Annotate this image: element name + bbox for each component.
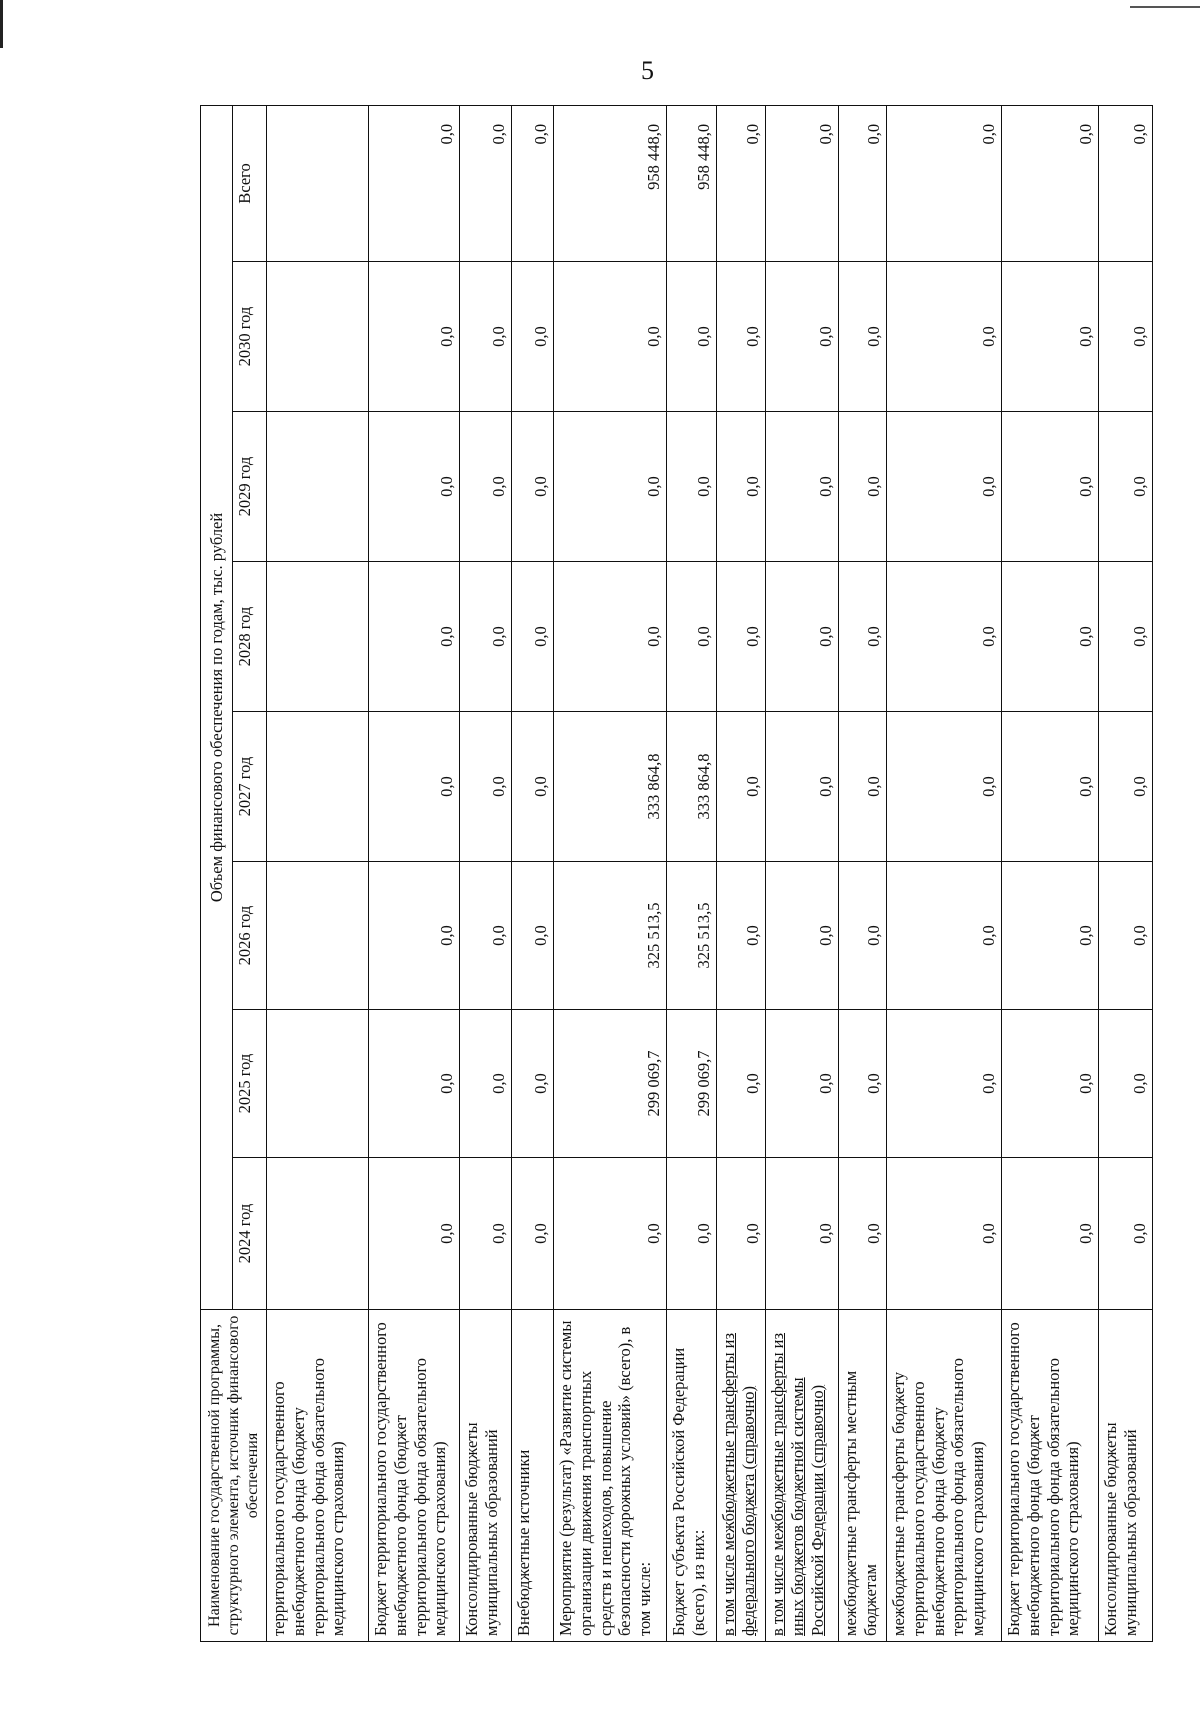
cell-2029: 0,0 xyxy=(839,412,887,562)
cell-2028: 0,0 xyxy=(717,562,766,712)
cell-2025: 0,0 xyxy=(1099,1010,1153,1158)
cell-2027: 0,0 xyxy=(512,712,554,862)
cell-2025: 0,0 xyxy=(1002,1010,1099,1158)
header-year-2030: 2030 год xyxy=(233,262,267,412)
cell-2025: 299 069,7 xyxy=(554,1010,667,1158)
cell-2029 xyxy=(267,412,369,562)
cell-2030: 0,0 xyxy=(717,262,766,412)
header-year-2027: 2027 год xyxy=(233,712,267,862)
row-name: межбюджетные трансферты местным бюджетам xyxy=(839,1310,887,1642)
cell-2025: 0,0 xyxy=(512,1010,554,1158)
cell-2030: 0,0 xyxy=(766,262,839,412)
cell-2027: 0,0 xyxy=(1099,712,1153,862)
table-row xyxy=(717,105,766,1641)
cell-2026: 0,0 xyxy=(839,862,887,1010)
cell-total: 0,0 xyxy=(1002,105,1099,261)
cell-2026: 0,0 xyxy=(1002,862,1099,1010)
cell-2027: 0,0 xyxy=(369,712,460,862)
cell-2029: 0,0 xyxy=(667,412,717,562)
cell-2026 xyxy=(267,862,369,1010)
cell-2025: 0,0 xyxy=(460,1010,512,1158)
cell-2026: 0,0 xyxy=(512,862,554,1010)
cell-2029: 0,0 xyxy=(460,412,512,562)
cell-2028: 0,0 xyxy=(1099,562,1153,712)
row-name: Внебюджетные источники xyxy=(512,1310,554,1642)
table-row xyxy=(554,105,667,1641)
cell-2024: 0,0 xyxy=(554,1158,667,1310)
scan-edge-mark xyxy=(0,0,3,48)
rotated-table-wrapper xyxy=(200,106,1150,1642)
cell-total: 0,0 xyxy=(1099,105,1153,261)
row-name: межбюджетные трансферты бюджету территориального государственного внебюджетного фонда (бюджету территориального фонда обязательного медицинского страхования) xyxy=(887,1310,1002,1642)
cell-2029: 0,0 xyxy=(369,412,460,562)
row-name: в том числе межбюджетные трансферты из федерального бюджета (справочно) xyxy=(717,1310,766,1642)
cell-2028: 0,0 xyxy=(766,562,839,712)
cell-2027 xyxy=(267,712,369,862)
table-row xyxy=(1099,105,1153,1641)
cell-total: 0,0 xyxy=(766,105,839,261)
row-name: Мероприятие (результат) «Развитие системы организации движения транспортных средств и пешеходов, повышение безопасности дорожных условий» (всего), в том числе: xyxy=(554,1310,667,1642)
cell-2026: 0,0 xyxy=(460,862,512,1010)
cell-2025 xyxy=(267,1010,369,1158)
row-name: Консолидированные бюджеты муниципальных образований xyxy=(1099,1310,1153,1642)
cell-total: 0,0 xyxy=(512,105,554,261)
table-row xyxy=(766,105,839,1641)
table-row xyxy=(267,105,369,1641)
cell-2026: 0,0 xyxy=(887,862,1002,1010)
header-total: Всего xyxy=(233,105,267,261)
cell-2028: 0,0 xyxy=(839,562,887,712)
cell-2025: 0,0 xyxy=(369,1010,460,1158)
cell-total: 0,0 xyxy=(460,105,512,261)
cell-2025: 0,0 xyxy=(766,1010,839,1158)
financing-table xyxy=(200,105,1153,1642)
cell-2028: 0,0 xyxy=(1002,562,1099,712)
scan-top-line xyxy=(1130,6,1200,8)
cell-2030: 0,0 xyxy=(554,262,667,412)
cell-2028: 0,0 xyxy=(460,562,512,712)
header-name-column: Наименование государственной программы, структурного элемента, источник финансового обеспечения xyxy=(201,1310,267,1642)
cell-2024: 0,0 xyxy=(667,1158,717,1310)
table-row xyxy=(1002,105,1099,1641)
cell-2030: 0,0 xyxy=(839,262,887,412)
row-name: Консолидированные бюджеты муниципальных образований xyxy=(460,1310,512,1642)
cell-2027: 0,0 xyxy=(887,712,1002,862)
cell-2026: 0,0 xyxy=(766,862,839,1010)
cell-2030: 0,0 xyxy=(369,262,460,412)
cell-2028: 0,0 xyxy=(887,562,1002,712)
header-volume: Объем финансового обеспечения по годам, тыс. рублей xyxy=(201,105,233,1309)
cell-2024: 0,0 xyxy=(717,1158,766,1310)
cell-2025: 0,0 xyxy=(887,1010,1002,1158)
cell-total: 0,0 xyxy=(887,105,1002,261)
cell-2024 xyxy=(267,1158,369,1310)
row-name: Бюджет территориального государственного внебюджетного фонда (бюджет территориального фонда обязательного медицинского страхования) xyxy=(369,1310,460,1642)
cell-2026: 0,0 xyxy=(1099,862,1153,1010)
header-year-2029: 2029 год xyxy=(233,412,267,562)
page-number: 5 xyxy=(641,56,654,85)
cell-2027: 333 864,8 xyxy=(554,712,667,862)
cell-2024: 0,0 xyxy=(512,1158,554,1310)
cell-2024: 0,0 xyxy=(460,1158,512,1310)
table-row xyxy=(887,105,1002,1641)
cell-total: 958 448,0 xyxy=(554,105,667,261)
cell-2030: 0,0 xyxy=(512,262,554,412)
cell-2027: 0,0 xyxy=(460,712,512,862)
cell-total: 0,0 xyxy=(839,105,887,261)
cell-2027: 0,0 xyxy=(839,712,887,862)
cell-total: 0,0 xyxy=(369,105,460,261)
table-row xyxy=(667,105,717,1641)
cell-2026: 0,0 xyxy=(717,862,766,1010)
cell-2027: 0,0 xyxy=(717,712,766,862)
cell-2030: 0,0 xyxy=(1099,262,1153,412)
cell-2029: 0,0 xyxy=(887,412,1002,562)
cell-2026: 325 513,5 xyxy=(554,862,667,1010)
cell-2024: 0,0 xyxy=(766,1158,839,1310)
row-name: Бюджет территориального государственного внебюджетного фонда (бюджет территориального фонда обязательного медицинского страхования) xyxy=(1002,1310,1099,1642)
cell-2027: 333 864,8 xyxy=(667,712,717,862)
cell-2030 xyxy=(267,262,369,412)
cell-2027: 0,0 xyxy=(766,712,839,862)
cell-2024: 0,0 xyxy=(887,1158,1002,1310)
cell-2024: 0,0 xyxy=(1099,1158,1153,1310)
cell-2029: 0,0 xyxy=(554,412,667,562)
cell-2025: 299 069,7 xyxy=(667,1010,717,1158)
cell-2030: 0,0 xyxy=(667,262,717,412)
row-name: территориального государственного внебюджетного фонда (бюджету территориального фонда обязательного медицинского страхования) xyxy=(267,1310,369,1642)
cell-2026: 0,0 xyxy=(369,862,460,1010)
cell-2028 xyxy=(267,562,369,712)
cell-2025: 0,0 xyxy=(839,1010,887,1158)
row-name: Бюджет субъекта Российской Федерации (всего), из них: xyxy=(667,1310,717,1642)
cell-total xyxy=(267,105,369,261)
cell-2024: 0,0 xyxy=(839,1158,887,1310)
cell-2029: 0,0 xyxy=(512,412,554,562)
cell-2028: 0,0 xyxy=(369,562,460,712)
cell-2030: 0,0 xyxy=(887,262,1002,412)
cell-2029: 0,0 xyxy=(1099,412,1153,562)
table-row xyxy=(369,105,460,1641)
cell-2029: 0,0 xyxy=(766,412,839,562)
table-row xyxy=(460,105,512,1641)
cell-2025: 0,0 xyxy=(717,1010,766,1158)
cell-2027: 0,0 xyxy=(1002,712,1099,862)
cell-2029: 0,0 xyxy=(1002,412,1099,562)
cell-2026: 325 513,5 xyxy=(667,862,717,1010)
cell-total: 958 448,0 xyxy=(667,105,717,261)
row-name: в том числе межбюджетные трансферты из иных бюджетов бюджетной системы Российской Федерации (справочно) xyxy=(766,1310,839,1642)
header-year-2025: 2025 год xyxy=(233,1010,267,1158)
cell-2029: 0,0 xyxy=(717,412,766,562)
header-year-2026: 2026 год xyxy=(233,862,267,1010)
cell-2024: 0,0 xyxy=(1002,1158,1099,1310)
header-year-2024: 2024 год xyxy=(233,1158,267,1310)
cell-2028: 0,0 xyxy=(512,562,554,712)
cell-2028: 0,0 xyxy=(667,562,717,712)
cell-2030: 0,0 xyxy=(1002,262,1099,412)
cell-2024: 0,0 xyxy=(369,1158,460,1310)
cell-total: 0,0 xyxy=(717,105,766,261)
table-row xyxy=(839,105,887,1641)
header-year-2028: 2028 год xyxy=(233,562,267,712)
cell-2028: 0,0 xyxy=(554,562,667,712)
cell-2030: 0,0 xyxy=(460,262,512,412)
table-row xyxy=(512,105,554,1641)
